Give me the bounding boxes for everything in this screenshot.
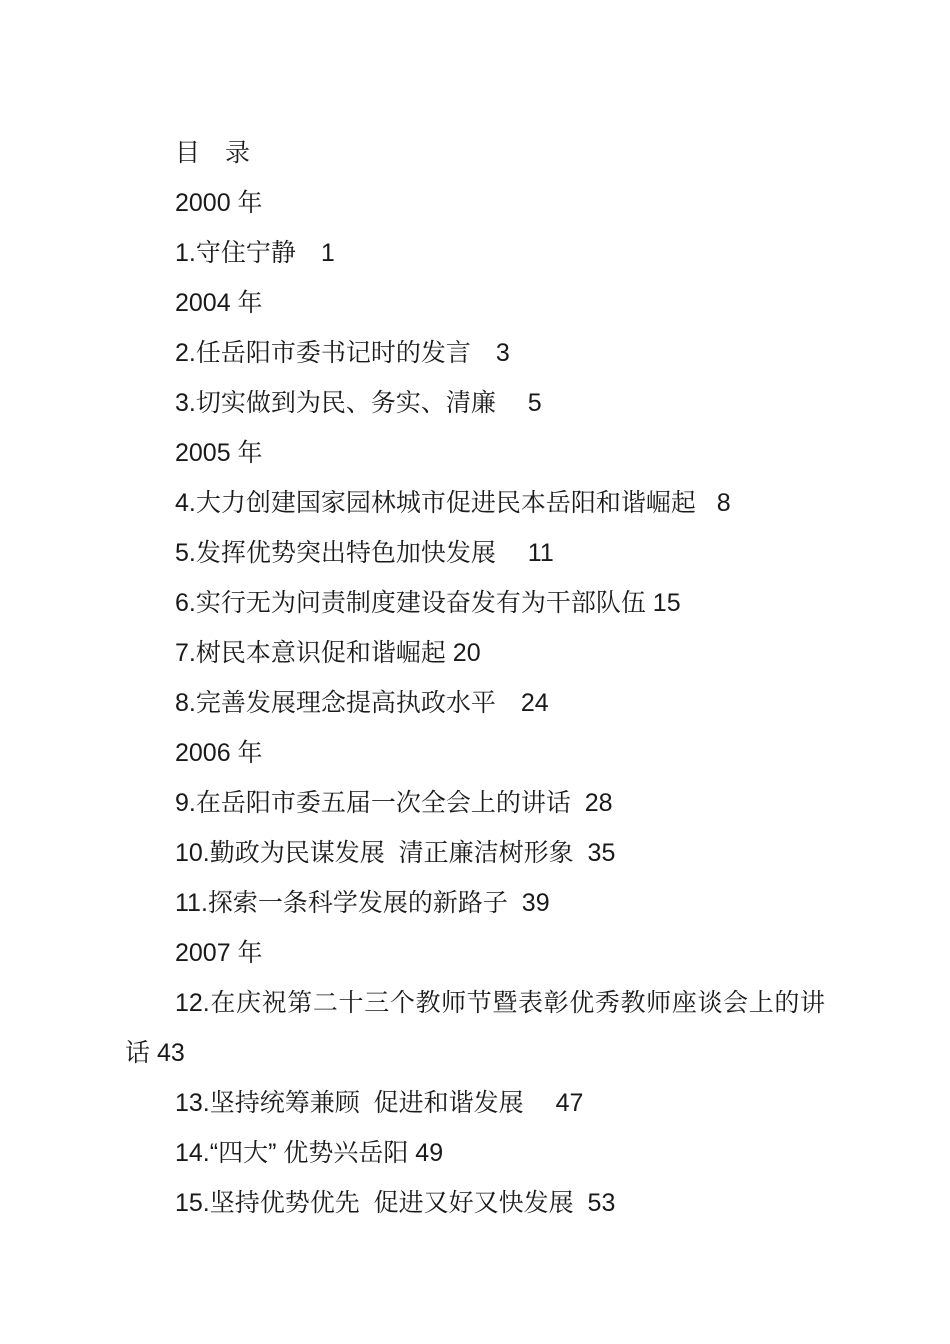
toc-entry: 11.探索一条科学发展的新路子 39 (175, 889, 550, 917)
toc-entry: 4.大力创建国家园林城市促进民本岳阳和谐崛起 8 (175, 489, 731, 517)
toc-entry: 7.树民本意识促和谐崛起 20 (175, 639, 481, 667)
toc-entry: 6.实行无为问责制度建设奋发有为干部队伍 15 (175, 589, 681, 617)
toc-year-heading: 2000 年 (175, 189, 263, 217)
toc-entry: 3.切实做到为民、务实、清廉 5 (175, 389, 542, 417)
toc-entry: 12.在庆祝第二十三个教师节暨表彰优秀教师座谈会上的讲话 43 (125, 989, 825, 1067)
table-of-contents (125, 178, 825, 1228)
toc-entry: 10.勤政为民谋发展 清正廉洁树形象 35 (175, 839, 616, 867)
toc-entry: 8.完善发展理念提高执政水平 24 (175, 689, 549, 717)
toc-entry: 1.守住宁静 1 (175, 239, 335, 267)
page-title: 目 录 (175, 139, 251, 167)
toc-entry: 14.“四大” 优势兴岳阳 49 (175, 1139, 444, 1167)
toc-year-heading: 2004 年 (175, 289, 263, 317)
toc-year-heading: 2007 年 (175, 939, 263, 967)
toc-year-heading: 2005 年 (175, 439, 263, 467)
toc-entry: 15.坚持优势优先 促进又好又快发展 53 (175, 1189, 616, 1217)
toc-entry: 5.发挥优势突出特色加快发展 11 (175, 539, 554, 567)
toc-entry: 9.在岳阳市委五届一次全会上的讲话 28 (175, 789, 613, 817)
toc-entry: 2.任岳阳市委书记时的发言 3 (175, 339, 510, 367)
toc-entry: 13.坚持统筹兼顾 促进和谐发展 47 (175, 1089, 584, 1117)
toc-year-heading: 2006 年 (175, 739, 263, 767)
